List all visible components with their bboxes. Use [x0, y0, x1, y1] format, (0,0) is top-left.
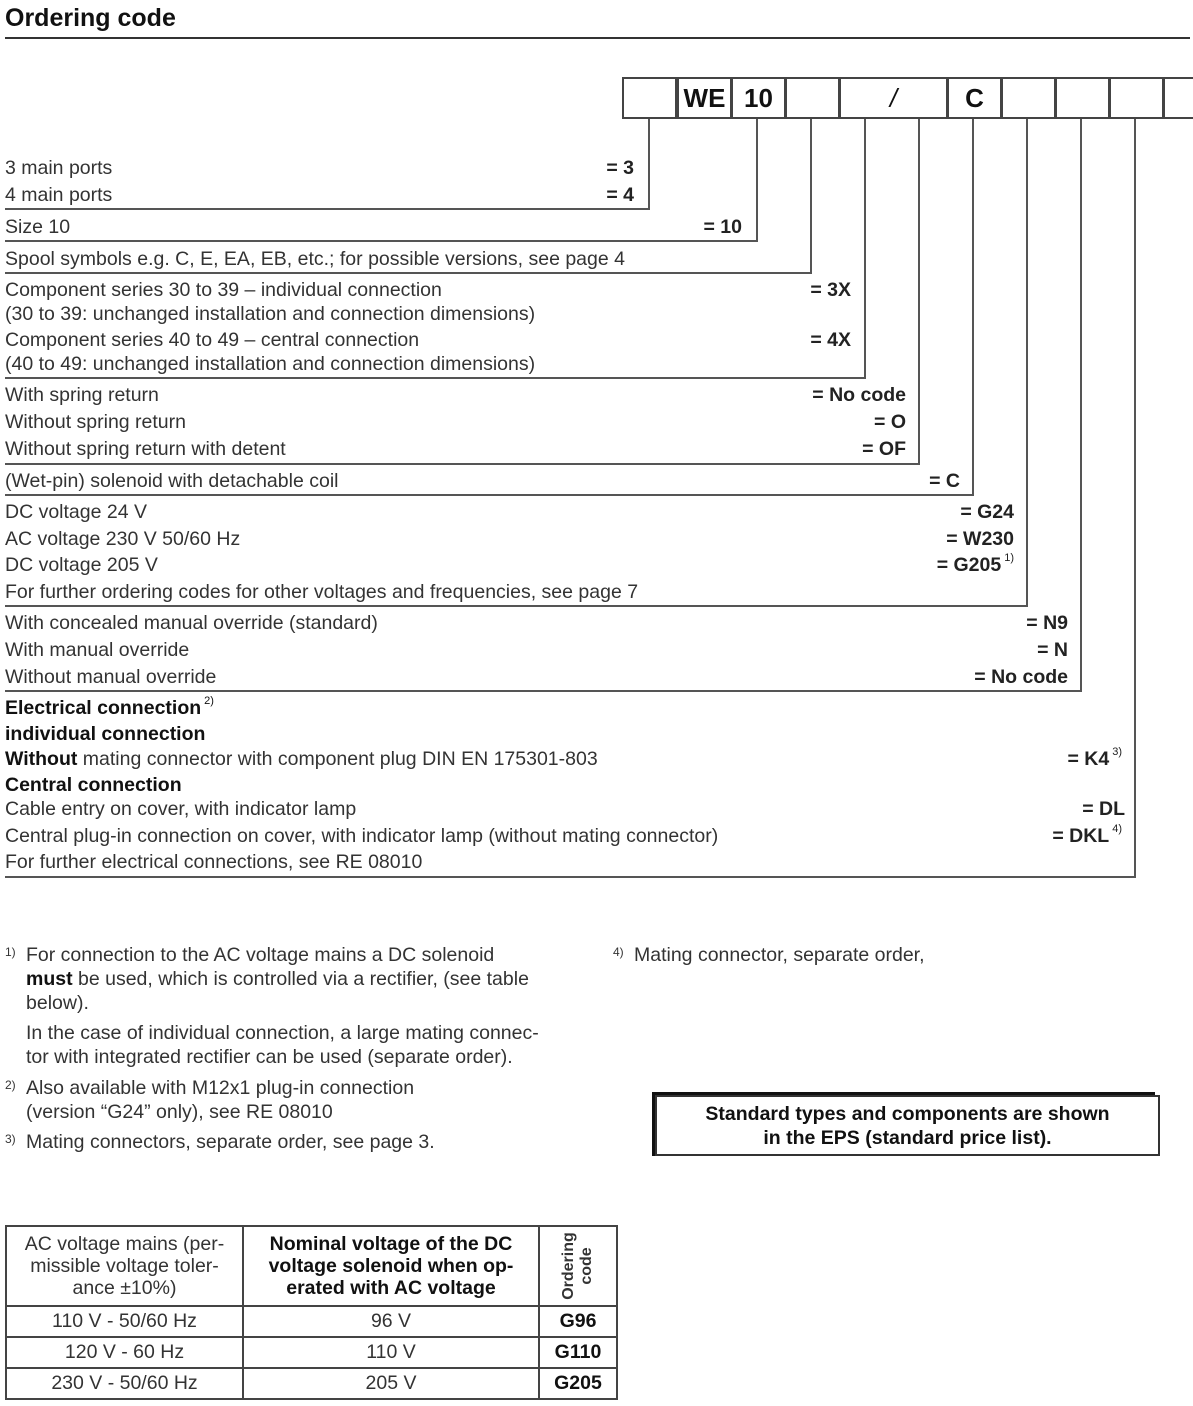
footnote-1-mark: 1): [5, 945, 16, 959]
row-label-plugin: Central plug-in connection on cover, with indicator lamp (without mating connector): [5, 825, 719, 847]
code-box-ports: [622, 77, 677, 119]
header-ac-mains-line2: missible voltage toler-: [30, 1255, 219, 1277]
footnote-1-line4: In the case of individual connection, a large mating connec-: [26, 1022, 539, 1044]
row-code-solenoid: = C: [929, 470, 960, 492]
row-code-size: = 10: [703, 216, 742, 238]
without-rest: mating connector with component plug DIN EN 175301-803: [77, 748, 598, 770]
row-code-concealed: = N9: [1026, 612, 1068, 634]
code-box-voltage: [1001, 77, 1056, 119]
row-code-dc205: [937, 554, 1014, 577]
row-code-dc205-text: = G205: [936, 554, 1002, 576]
header-nominal-voltage: [243, 1226, 539, 1306]
page-title: Ordering code: [5, 4, 176, 32]
footnote-1: [5, 943, 595, 1069]
elec-heading: [5, 697, 214, 720]
footnote-ref-1: 1): [1004, 552, 1014, 564]
standard-box-line2: in the EPS (standard price list).: [763, 1127, 1052, 1149]
connector-line-solenoid: [972, 119, 974, 496]
code-box-spool: [785, 77, 840, 119]
central-heading: Central connection: [5, 774, 182, 796]
connector-line-size: [756, 119, 758, 242]
group-line-spring: [5, 463, 920, 465]
connector-line-spool: [810, 119, 812, 274]
group-line-spool: [5, 272, 812, 274]
header-ordering-code-text: [560, 1232, 596, 1300]
table-row: [6, 1368, 617, 1399]
connector-line-spring: [918, 119, 920, 465]
footnote-2-line1: Also available with M12x1 plug-in connection: [26, 1077, 415, 1099]
table-cell-code: G205: [539, 1368, 617, 1399]
row-label-series3x: Component series 30 to 39 – individual connection: [5, 279, 442, 301]
code-box-size: 10: [731, 77, 786, 119]
row-code-cable: = DL: [1082, 798, 1125, 820]
row-code-spring: = No code: [812, 384, 906, 406]
footnote-3-line1: Mating connectors, separate order, see page 3.: [26, 1131, 435, 1153]
footnote-4: [613, 943, 1173, 967]
group-line-solenoid: [5, 494, 974, 496]
row-label-nospring: Without spring return: [5, 411, 186, 433]
header-code-word: code: [578, 1247, 595, 1285]
row-code-series3x: = 3X: [810, 279, 851, 301]
header-nominal-line2: voltage solenoid when op-: [268, 1255, 514, 1277]
footnote-1-line3: below).: [26, 992, 89, 1014]
voltage-table: [5, 1225, 618, 1400]
footnote-4-mark: 4): [613, 945, 624, 959]
row-code-dc24: = G24: [960, 501, 1014, 523]
header-nominal-line1: Nominal voltage of the DC: [269, 1233, 513, 1255]
row-code-series4x: = 4X: [810, 329, 851, 351]
group-line-voltage: [5, 605, 1028, 607]
row-label-further-elec: For further electrical connections, see RE 08010: [5, 851, 423, 873]
footnote-ref-2: 2): [204, 695, 214, 707]
footnote-1-line2-rest: be used, which is controlled via a rectifier, (see table: [72, 968, 529, 990]
connector-line-voltage: [1026, 119, 1028, 607]
row-label-series4x: Component series 40 to 49 – central connection: [5, 329, 420, 351]
row-label-spring: With spring return: [5, 384, 159, 406]
row-code-plugin-text: = DKL: [1052, 825, 1110, 847]
row-label-k4: [5, 748, 598, 771]
footnote-3: [5, 1130, 595, 1154]
footnote-4-line1: Mating connector, separate order,: [634, 944, 925, 966]
footnote-1-line1: For connection to the AC voltage mains a DC solenoid: [26, 944, 495, 966]
row-label-dc205: DC voltage 205 V: [5, 554, 158, 576]
row-code-nospring: = O: [874, 411, 906, 433]
code-box-override: [1055, 77, 1110, 119]
header-ac-mains-line3: ance ±10%): [72, 1277, 177, 1299]
row-label-spool: Spool symbols e.g. C, E, EA, EB, etc.; for possible versions, see page 4: [5, 248, 625, 270]
individual-heading: individual connection: [5, 723, 206, 745]
row-label-further-voltage: For further ordering codes for other voltages and frequencies, see page 7: [5, 581, 639, 603]
row-label-manual: With manual override: [5, 639, 190, 661]
connector-line-electrical: [1134, 119, 1136, 878]
connector-line-override: [1080, 119, 1082, 692]
footnote-1-bold: must: [26, 968, 73, 990]
footnote-3-mark: 3): [5, 1132, 16, 1146]
code-box-electrical: [1109, 77, 1164, 119]
table-cell-nominal: 110 V: [243, 1337, 539, 1368]
row-code-k4: [1067, 748, 1122, 771]
row-code-k4-text: = K4: [1067, 748, 1110, 770]
header-ac-mains: [6, 1226, 243, 1306]
table-cell-code: G96: [539, 1306, 617, 1337]
table-cell-mains: 120 V - 60 Hz: [6, 1337, 243, 1368]
row-label-concealed: With concealed manual override (standard): [5, 612, 378, 634]
row-code-manual: = N: [1037, 639, 1068, 661]
header-ordering-word: Ordering: [560, 1232, 577, 1300]
code-box-we: WE: [677, 77, 732, 119]
group-line-series: [5, 377, 866, 379]
row-label-ports4: 4 main ports: [5, 184, 113, 206]
connector-line-ports: [648, 119, 650, 210]
table-cell-mains: 110 V - 50/60 Hz: [6, 1306, 243, 1337]
row-label-dc24: DC voltage 24 V: [5, 501, 147, 523]
row-label-ports3: 3 main ports: [5, 157, 113, 179]
row-label-solenoid: (Wet-pin) solenoid with detachable coil: [5, 470, 339, 492]
elec-heading-text: Electrical connection: [5, 697, 202, 719]
header-ordering-code: [539, 1226, 617, 1306]
row-code-ports4: = 4: [606, 184, 634, 206]
table-cell-nominal: 96 V: [243, 1306, 539, 1337]
table-row: [6, 1306, 617, 1337]
footnote-2-line2: (version “G24” only), see RE 08010: [26, 1101, 333, 1123]
footnote-ref-3: 3): [1112, 746, 1122, 758]
header-nominal-line3: erated with AC voltage: [286, 1277, 496, 1299]
row-code-plugin: [1052, 825, 1122, 848]
voltage-table-header: [6, 1226, 617, 1306]
row-label-series4x-note: (40 to 49: unchanged installation and connection dimensions): [5, 353, 536, 375]
title-rule: [5, 37, 1190, 39]
footnote-2: [5, 1076, 595, 1124]
group-line-size: [5, 240, 758, 242]
footnote-2-mark: 2): [5, 1078, 16, 1092]
connector-line-series: [864, 119, 866, 379]
footnote-1-line2: [26, 967, 595, 991]
without-bold: Without: [5, 748, 78, 770]
group-line-override: [5, 690, 1082, 692]
standard-types-box: [655, 1095, 1160, 1156]
standard-box-line1: Standard types and components are shown: [705, 1103, 1110, 1125]
table-cell-nominal: 205 V: [243, 1368, 539, 1399]
row-code-ac230: = W230: [946, 528, 1014, 550]
table-row: [6, 1337, 617, 1368]
table-cell-code: G110: [539, 1337, 617, 1368]
code-box-solenoid: C: [947, 77, 1002, 119]
footnote-ref-4: 4): [1112, 823, 1122, 835]
row-label-series3x-note: (30 to 39: unchanged installation and connection dimensions): [5, 303, 536, 325]
group-line-electrical: [5, 876, 1136, 878]
table-cell-mains: 230 V - 50/60 Hz: [6, 1368, 243, 1399]
group-line-ports: [5, 208, 650, 210]
header-ac-mains-line1: AC voltage mains (per-: [24, 1233, 225, 1255]
row-label-detent: Without spring return with detent: [5, 438, 286, 460]
row-label-nomanual: Without manual override: [5, 666, 217, 688]
row-label-size: Size 10: [5, 216, 71, 238]
code-box-series-spring: /: [839, 77, 948, 119]
row-code-nomanual: = No code: [974, 666, 1068, 688]
code-box-more: [1163, 77, 1193, 119]
footnote-1-line5: tor with integrated rectifier can be used (separate order).: [26, 1046, 513, 1068]
row-label-cable: Cable entry on cover, with indicator lamp: [5, 798, 357, 820]
row-code-detent: = OF: [862, 438, 906, 460]
row-label-ac230: AC voltage 230 V 50/60 Hz: [5, 528, 241, 550]
row-code-ports3: = 3: [606, 157, 634, 179]
